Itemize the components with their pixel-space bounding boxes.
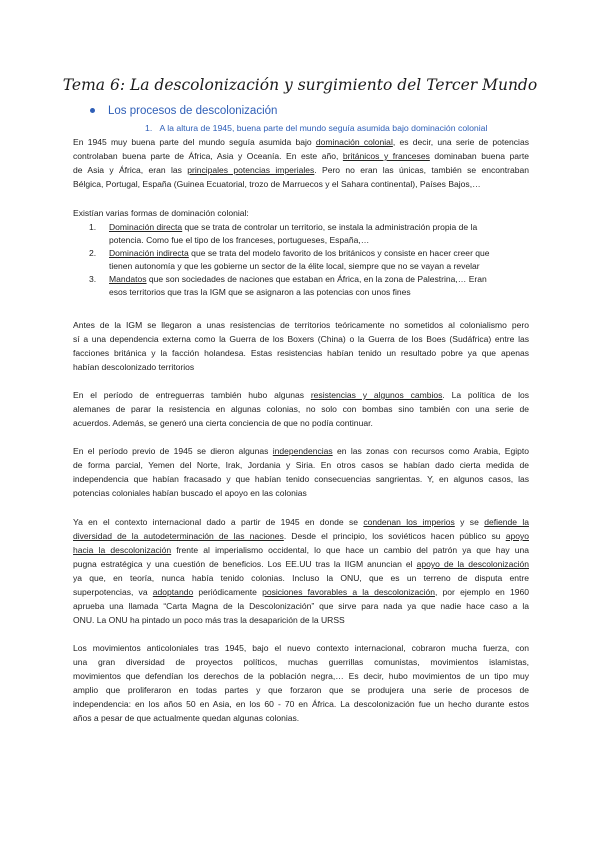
underlined-term: posiciones favorables a la descolonización	[262, 587, 435, 597]
underlined-term: Dominación directa	[109, 222, 183, 232]
text-run: que se trata del modelo favorito de los británicos y consiste en hacer creer que	[188, 248, 490, 258]
p6-line: independencia: en los años 50 en Asia, en los 60 - 70 en África. La descolonización fue un hecho durante estos	[73, 699, 529, 709]
bullet-icon	[90, 108, 95, 113]
p3-line	[73, 388, 529, 402]
subheading-number: 1.	[145, 123, 153, 133]
p6-line: amplio que proliferaron en todas partes y que forzaron que se produjera una serie de procesos de	[73, 685, 529, 695]
underlined-term: independencias	[272, 446, 333, 456]
p5-line: aprueba una llamada “Carta Magna de la Descolonización” que sirve para nada ya que nadie hace caso a la	[73, 601, 529, 611]
underlined-term: adoptando	[152, 587, 194, 597]
list-item	[73, 247, 529, 273]
p6-line: Los movimientos anticoloniales tras 1945, bajo el nuevo contexto internacional, cobraron mucha fuerza, con	[73, 643, 529, 653]
p3-line: acuerdos. Además, se generó una cierta conciencia de que no podía continuar.	[73, 418, 373, 428]
paragraph-pre-1945	[73, 444, 529, 500]
text-run: de Asia y África, eran las	[73, 165, 188, 175]
underlined-term: Dominación indirecta	[109, 248, 189, 258]
list-line: esos territorios que tras la IGM que se asignaron a las potencias con unos fines	[109, 287, 411, 297]
p6-line: una gran diversidad de proyectos políticos, muchas guerrillas comunistas, movimientos islamistas,	[73, 657, 529, 667]
paragraph-entreguerras	[73, 388, 529, 430]
text-run: en las zonas con recursos como Arabia, Egipto	[332, 446, 529, 456]
underlined-term: hacia la descolonización	[73, 545, 172, 555]
list-item	[73, 221, 529, 247]
text-run: En el período previo de 1945 se dieron algunas	[73, 446, 273, 456]
p5-line	[73, 557, 529, 571]
p5-line: ya que, en teoría, nunca había tenido colonias. Incluso la ONU, que es un terreno de disputa entre	[73, 573, 529, 583]
text-run: superpotencias, va	[73, 587, 153, 597]
list-number: 1.	[89, 222, 97, 232]
text-run: que son sociedades de naciones que estaban en África, en la zona de Palestrina,… Eran	[146, 274, 487, 284]
underlined-term: dominación colonial	[315, 137, 393, 147]
list-line: tienen autonomía y que les gobierne un sector de la élite local, siempre que no se vayan a revelar	[109, 261, 480, 271]
p4-line: de forma parcial, Yemen del Norte, Irak, Jordania y Siria. En otros casos se habían dado cierta medida de	[73, 460, 529, 470]
underlined-term: británicos y franceses	[342, 151, 430, 161]
text-run: dominaban buena parte	[429, 151, 530, 161]
p5-line: ONU. La ONU ha pintado un poco más tras la desaparición de la URSS	[73, 615, 345, 625]
paragraph-pre-igm	[73, 318, 529, 374]
text-run: frente al imperialismo occidental, lo que hace un cambio del patrón ya que hay una	[171, 545, 529, 555]
underlined-term: defiende la	[484, 517, 529, 527]
text-run: que se trata de controlar un territorio, se instala la administración propia de la	[182, 222, 478, 232]
p1-line: Bélgica, Portugal, España (Guinea Ecuatorial, trozo de Marruecos y el Sahara continental), Países Bajos,…	[73, 179, 481, 189]
paragraph-post-1945	[73, 515, 529, 627]
text-run: En el período de entreguerras también hubo algunas	[73, 390, 311, 400]
subheading-text: A la altura de 1945, buena parte del mundo seguía asumida bajo dominación colonial	[159, 123, 488, 133]
p3-line: alemanes de parar la resistencia en algunas colonias, no solo con bombas sino también con una serie de	[73, 404, 529, 414]
list-line	[109, 247, 529, 260]
text-run: Ya en el contexto internacional dado a partir de 1945 en donde se	[73, 517, 364, 527]
underlined-term: condenan los imperios	[363, 517, 455, 527]
text-run: , por ejemplo en 1960	[434, 587, 529, 597]
p1-line	[73, 149, 529, 163]
text-run: , es decir, una serie de potencias	[392, 137, 529, 147]
p5-line	[73, 515, 529, 529]
paragraph-1945-colonial	[73, 135, 529, 191]
text-run: y se	[454, 517, 485, 527]
list-number: 2.	[89, 248, 97, 258]
p5-line	[73, 543, 529, 557]
p4-line	[73, 444, 529, 458]
text-run: controlaban buena parte de África, Asia y Oceanía. En este año,	[73, 151, 343, 161]
text-run: periódicamente	[193, 587, 263, 597]
paragraph-anticolonial	[73, 641, 529, 725]
text-run: . La política de los	[442, 390, 529, 400]
p2-line: habían descolonizado territorios	[73, 362, 195, 372]
list-item	[73, 273, 529, 299]
p4-line: potencias coloniales habían buscado el apoyo en las colonias	[73, 488, 307, 498]
underlined-term: apoyo de la descolonización	[416, 559, 530, 569]
colonial-forms-list	[73, 221, 529, 299]
list-line	[109, 273, 529, 286]
underlined-term: resistencias y algunos cambios	[310, 390, 443, 400]
section-heading-text: Los procesos de descolonización	[108, 105, 278, 117]
list-intro-text: Existían varias formas de dominación colonial:	[73, 208, 249, 218]
p2-line: Antes de la IGM se llegaron a unas resistencias de territorios teóricamente no sometidos al colonialismo pero	[73, 320, 529, 330]
underlined-term: Mandatos	[109, 274, 147, 284]
p2-line: facciones británica y la facción holandesa. Estas resistencias habían tenido un resultado pobre ya que apenas	[73, 348, 529, 358]
p5-line	[73, 529, 529, 543]
text-run: . Desde el principio, los soviéticos hacen público su	[283, 531, 506, 541]
p6-line: movimientos que defendían los derechos de la población negra,… Es decir, hubo movimientos de un tipo muy	[73, 671, 529, 681]
list-line	[109, 221, 529, 234]
p6-line: años a pesar de que actualmente quedan algunas colonias.	[73, 713, 300, 723]
list-intro	[73, 206, 529, 220]
underlined-term: diversidad de la autodeterminación de las naciones	[73, 531, 284, 541]
underlined-term: principales potencias imperiales	[187, 165, 315, 175]
list-line: potencia. Como fue el tipo de los franceses, portugueses, España,…	[109, 235, 370, 245]
page-title: Tema 6: La descolonización y surgimiento del Tercer Mundo	[62, 76, 538, 94]
p5-line	[73, 585, 529, 599]
text-run: . Pero no eran las únicas, también se encontraban	[314, 165, 529, 175]
text-run: pugna estratégica y una cuestión de beneficios. Los EE.UU tras la IIGM anuncian el	[73, 559, 417, 569]
subheading	[145, 123, 487, 133]
underlined-term: apoyo	[505, 531, 529, 541]
list-number: 3.	[89, 274, 97, 284]
section-heading	[90, 105, 277, 117]
text-run: En 1945 muy buena parte del mundo seguía asumida bajo	[73, 137, 316, 147]
p1-line	[73, 135, 529, 149]
p1-line	[73, 163, 529, 177]
p2-line: sí a una dependencia externa como la Guerra de los Boxers (China) o la Guerra de los Boes (Sudáfrica) entre las	[73, 334, 529, 344]
p4-line: independencia que habían fracasado y que habían tenido consecuencias sangrientas. Y, en algunos casos, las	[73, 474, 529, 484]
